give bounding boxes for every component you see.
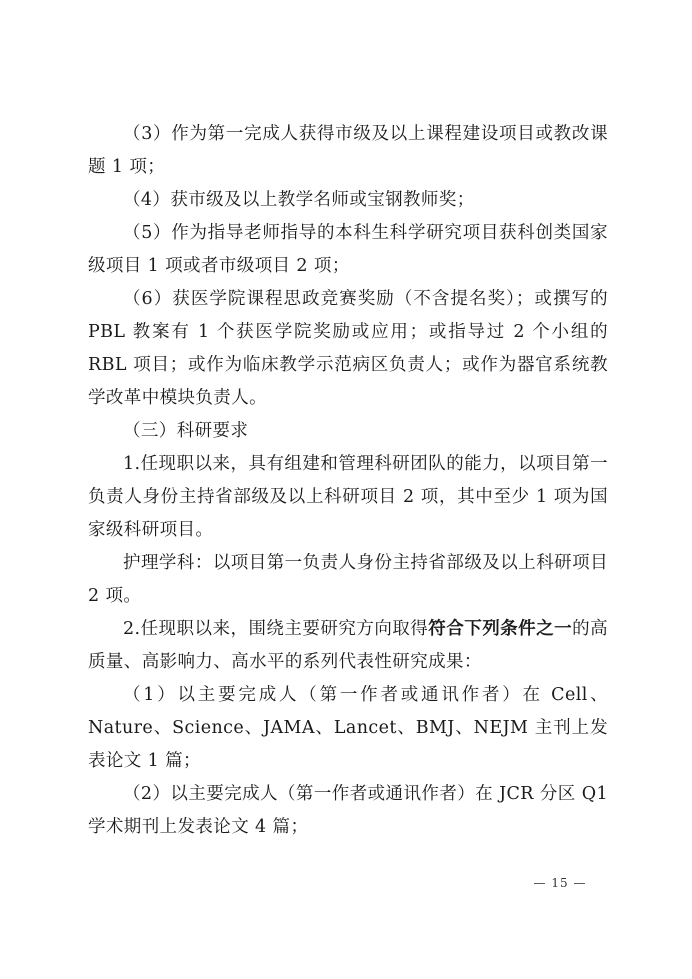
paragraph-research-2-before: 2.任现职以来，围绕主要研究方向取得 xyxy=(123,619,429,639)
paragraph-item-5: （5）作为指导老师指导的本科生科学研究项目获科创类国家级项目 1 项或者市级项目 2 项； xyxy=(88,223,608,276)
paragraph-condition-1: （1）以主要完成人（第一作者或通讯作者）在 Cell、Nature、Science、JAMA、Lancet、BMJ、NEJM 主刊上发表论文 1 篇； xyxy=(88,685,608,771)
emphasis-text: 符合下列条件之一 xyxy=(428,619,573,639)
page-number: — 15 — xyxy=(533,876,587,890)
paragraph-research-2-after: 的高质量、高影响力、高水平的系列代表性研究成果： xyxy=(88,619,608,672)
paragraph-research-2 xyxy=(88,613,608,679)
paragraph-item-6: （6）获医学院课程思政竞赛奖励（不含提名奖）；或撰写的 PBL 教案有 1 个获医学院奖励或应用；或指导过 2 个小组的 RBL 项目；或作为临床教学示范病区负责人；或作为器官系统教学改革中模块负责人。 xyxy=(88,289,608,408)
paragraph-item-3: （3）作为第一完成人获得市级及以上课程建设项目或教改课题 1 项； xyxy=(88,124,608,177)
paragraph-item-4: （4）获市级及以上教学名师或宝钢教师奖； xyxy=(123,190,475,210)
paragraph-nursing: 护理学科：以项目第一负责人身份主持省部级及以上科研项目 2 项。 xyxy=(88,553,608,606)
paragraph-research-1: 1.任现职以来，具有组建和管理科研团队的能力，以项目第一负责人身份主持省部级及以上科研项目 2 项，其中至少 1 项为国家级科研项目。 xyxy=(88,454,608,540)
paragraph-condition-2: （2）以主要完成人（第一作者或通讯作者）在 JCR 分区 Q1 学术期刊上发表论文 4 篇； xyxy=(88,784,608,837)
section-heading-research: （三）科研要求 xyxy=(123,421,249,441)
document-body xyxy=(88,118,608,844)
